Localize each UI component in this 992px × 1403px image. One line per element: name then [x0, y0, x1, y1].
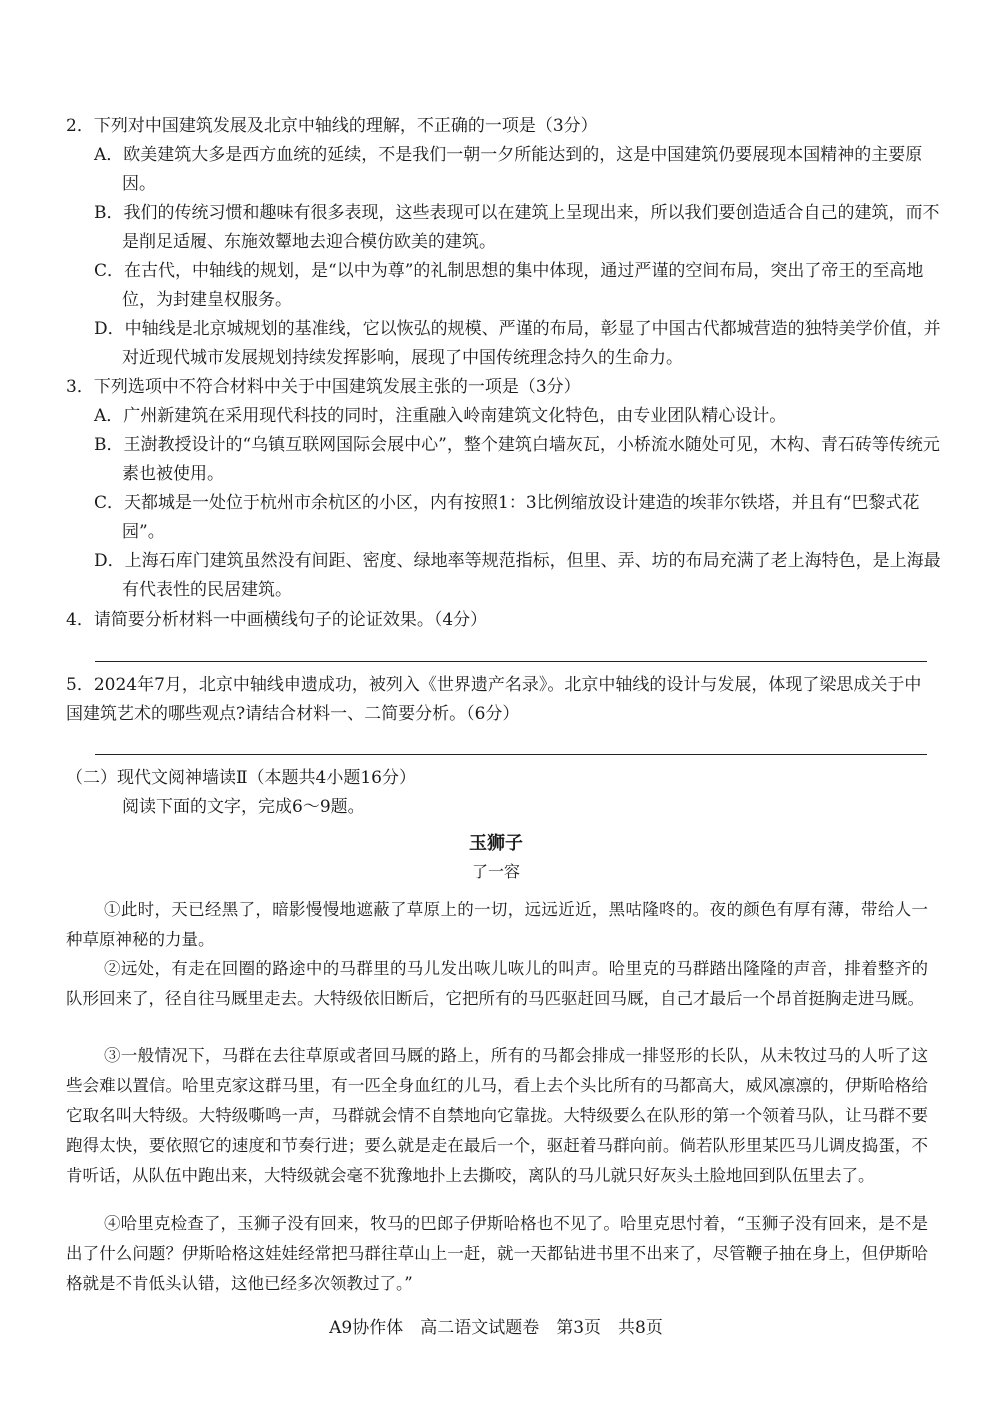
section-2-instruction: 阅读下面的文字，完成6～9题。: [122, 797, 365, 817]
question-3-option-b: B．王澍教授设计的“乌镇互联网国际会展中心”，整个建筑白墙灰瓦，小桥流水随处可见，木构、青石砖等传统元素也被使用。: [94, 435, 940, 484]
question-2-option-c: C．在古代，中轴线的规划，是“以中为尊”的礼制思想的集中体现，通过严谨的空间布局，突出了帝王的至高地位，为封建皇权服务。: [94, 261, 924, 310]
question-4-stem: 4．请简要分析材料一中画横线句子的论证效果。（4分）: [66, 610, 488, 630]
story-paragraph-3: ③一般情况下，马群在去往草原或者回马厩的路上，所有的马都会排成一排竖形的长队，从未牧过马的人听了这些会难以置信。哈里克家这群马里，有一匹全身血红的儿马，看上去个头比所有的马都高大，威风凛凛的，伊斯哈格给它取名叫大特级。大特级嘶鸣一声，马群就会情不自禁地向它靠拢。大特级要么在队形的第一个领着马队，让马群不要跑得太快，要依照它的速度和节奏行进；要么就是走在最后一个，驱赶着马群向前。倘若队形里某匹马儿调皮捣蛋，不肯听话，从队伍中跑出来，大特级就会毫不犹豫地扑上去撕咬，离队的马儿就只好灰头土脸地回到队伍里去了。: [66, 1046, 928, 1185]
question-2-option-a: A．欧美建筑大多是西方血统的延续，不是我们一朝一夕所能达到的，这是中国建筑仍要展现本国精神的主要原因。: [94, 145, 923, 194]
question-2-option-d: D．中轴线是北京城规划的基准线，它以恢弘的规模、严谨的布局，彰显了中国古代都城营造的独特美学价值，并对近现代城市发展规划持续发挥影响，展现了中国传统理念持久的生命力。: [94, 319, 941, 368]
page-footer: A9协作体 高二语文试题卷 第3页 共8页: [329, 1318, 663, 1338]
answer-line-q4: [95, 661, 927, 662]
story-paragraph-4: ④哈里克检查了，玉狮子没有回来，牧马的巴郎子伊斯哈格也不见了。哈里克思忖着，“玉狮子没有回来，是不是出了什么问题？伊斯哈格这娃娃经常把马群往草山上一赶，就一天都钻进书里不出来了，尽管鞭子抽在身上，但伊斯哈格就是不肯低头认错，这他已经多次领教过了。”: [66, 1214, 928, 1293]
question-3-option-d: D．上海石库门建筑虽然没有间距、密度、绿地率等规范指标，但里、弄、坊的布局充满了老上海特色，是上海最有代表性的民居建筑。: [94, 551, 941, 600]
question-2-stem: 2．下列对中国建筑发展及北京中轴线的理解，不正确的一项是（3分）: [66, 116, 598, 136]
question-3-stem: 3．下列选项中不符合材料中关于中国建筑发展主张的一项是（3分）: [66, 377, 581, 397]
question-3-option-a: A．广州新建筑在采用现代科技的同时，注重融入岭南建筑文化特色，由专业团队精心设计。: [94, 406, 787, 426]
story-paragraph-1: ①此时，天已经黑了，暗影慢慢地遮蔽了草原上的一切，远远近近，黑咕隆咚的。夜的颜色有厚有薄，带给人一种草原神秘的力量。: [66, 900, 928, 949]
question-5-stem: 5．2024年7月，北京中轴线申遗成功，被列入《世界遗产名录》。北京中轴线的设计与发展，体现了梁思成关于中国建筑艺术的哪些观点?请结合材料一、二简要分析。（6分）: [66, 675, 922, 724]
question-2-option-b: B．我们的传统习惯和趣味有很多表现，这些表现可以在建筑上呈现出来，所以我们要创造适合自己的建筑，而不是削足适履、东施效颦地去迎合模仿欧美的建筑。: [94, 203, 940, 252]
answer-line-q5: [95, 754, 927, 755]
question-3-option-c: C．天都城是一处位于杭州市余杭区的小区，内有按照1：3比例缩放设计建造的埃菲尔铁塔，并且有“巴黎式花园”。: [94, 493, 920, 542]
section-2-heading: （二）现代文阅神墙读Ⅱ（本题共4小题16分）: [66, 768, 417, 788]
story-author: 了一容: [471, 862, 520, 881]
story-title: 玉狮子: [469, 833, 523, 854]
story-paragraph-2: ②远处，有走在回圈的路途中的马群里的马儿发出咴儿咴儿的叫声。哈里克的马群踏出隆隆的声音，排着整齐的队形回来了，径自往马厩里走去。大特级依旧断后，它把所有的马匹驱赶回马厩，自己才最后一个昂首挺胸走进马厩。: [66, 959, 928, 1008]
